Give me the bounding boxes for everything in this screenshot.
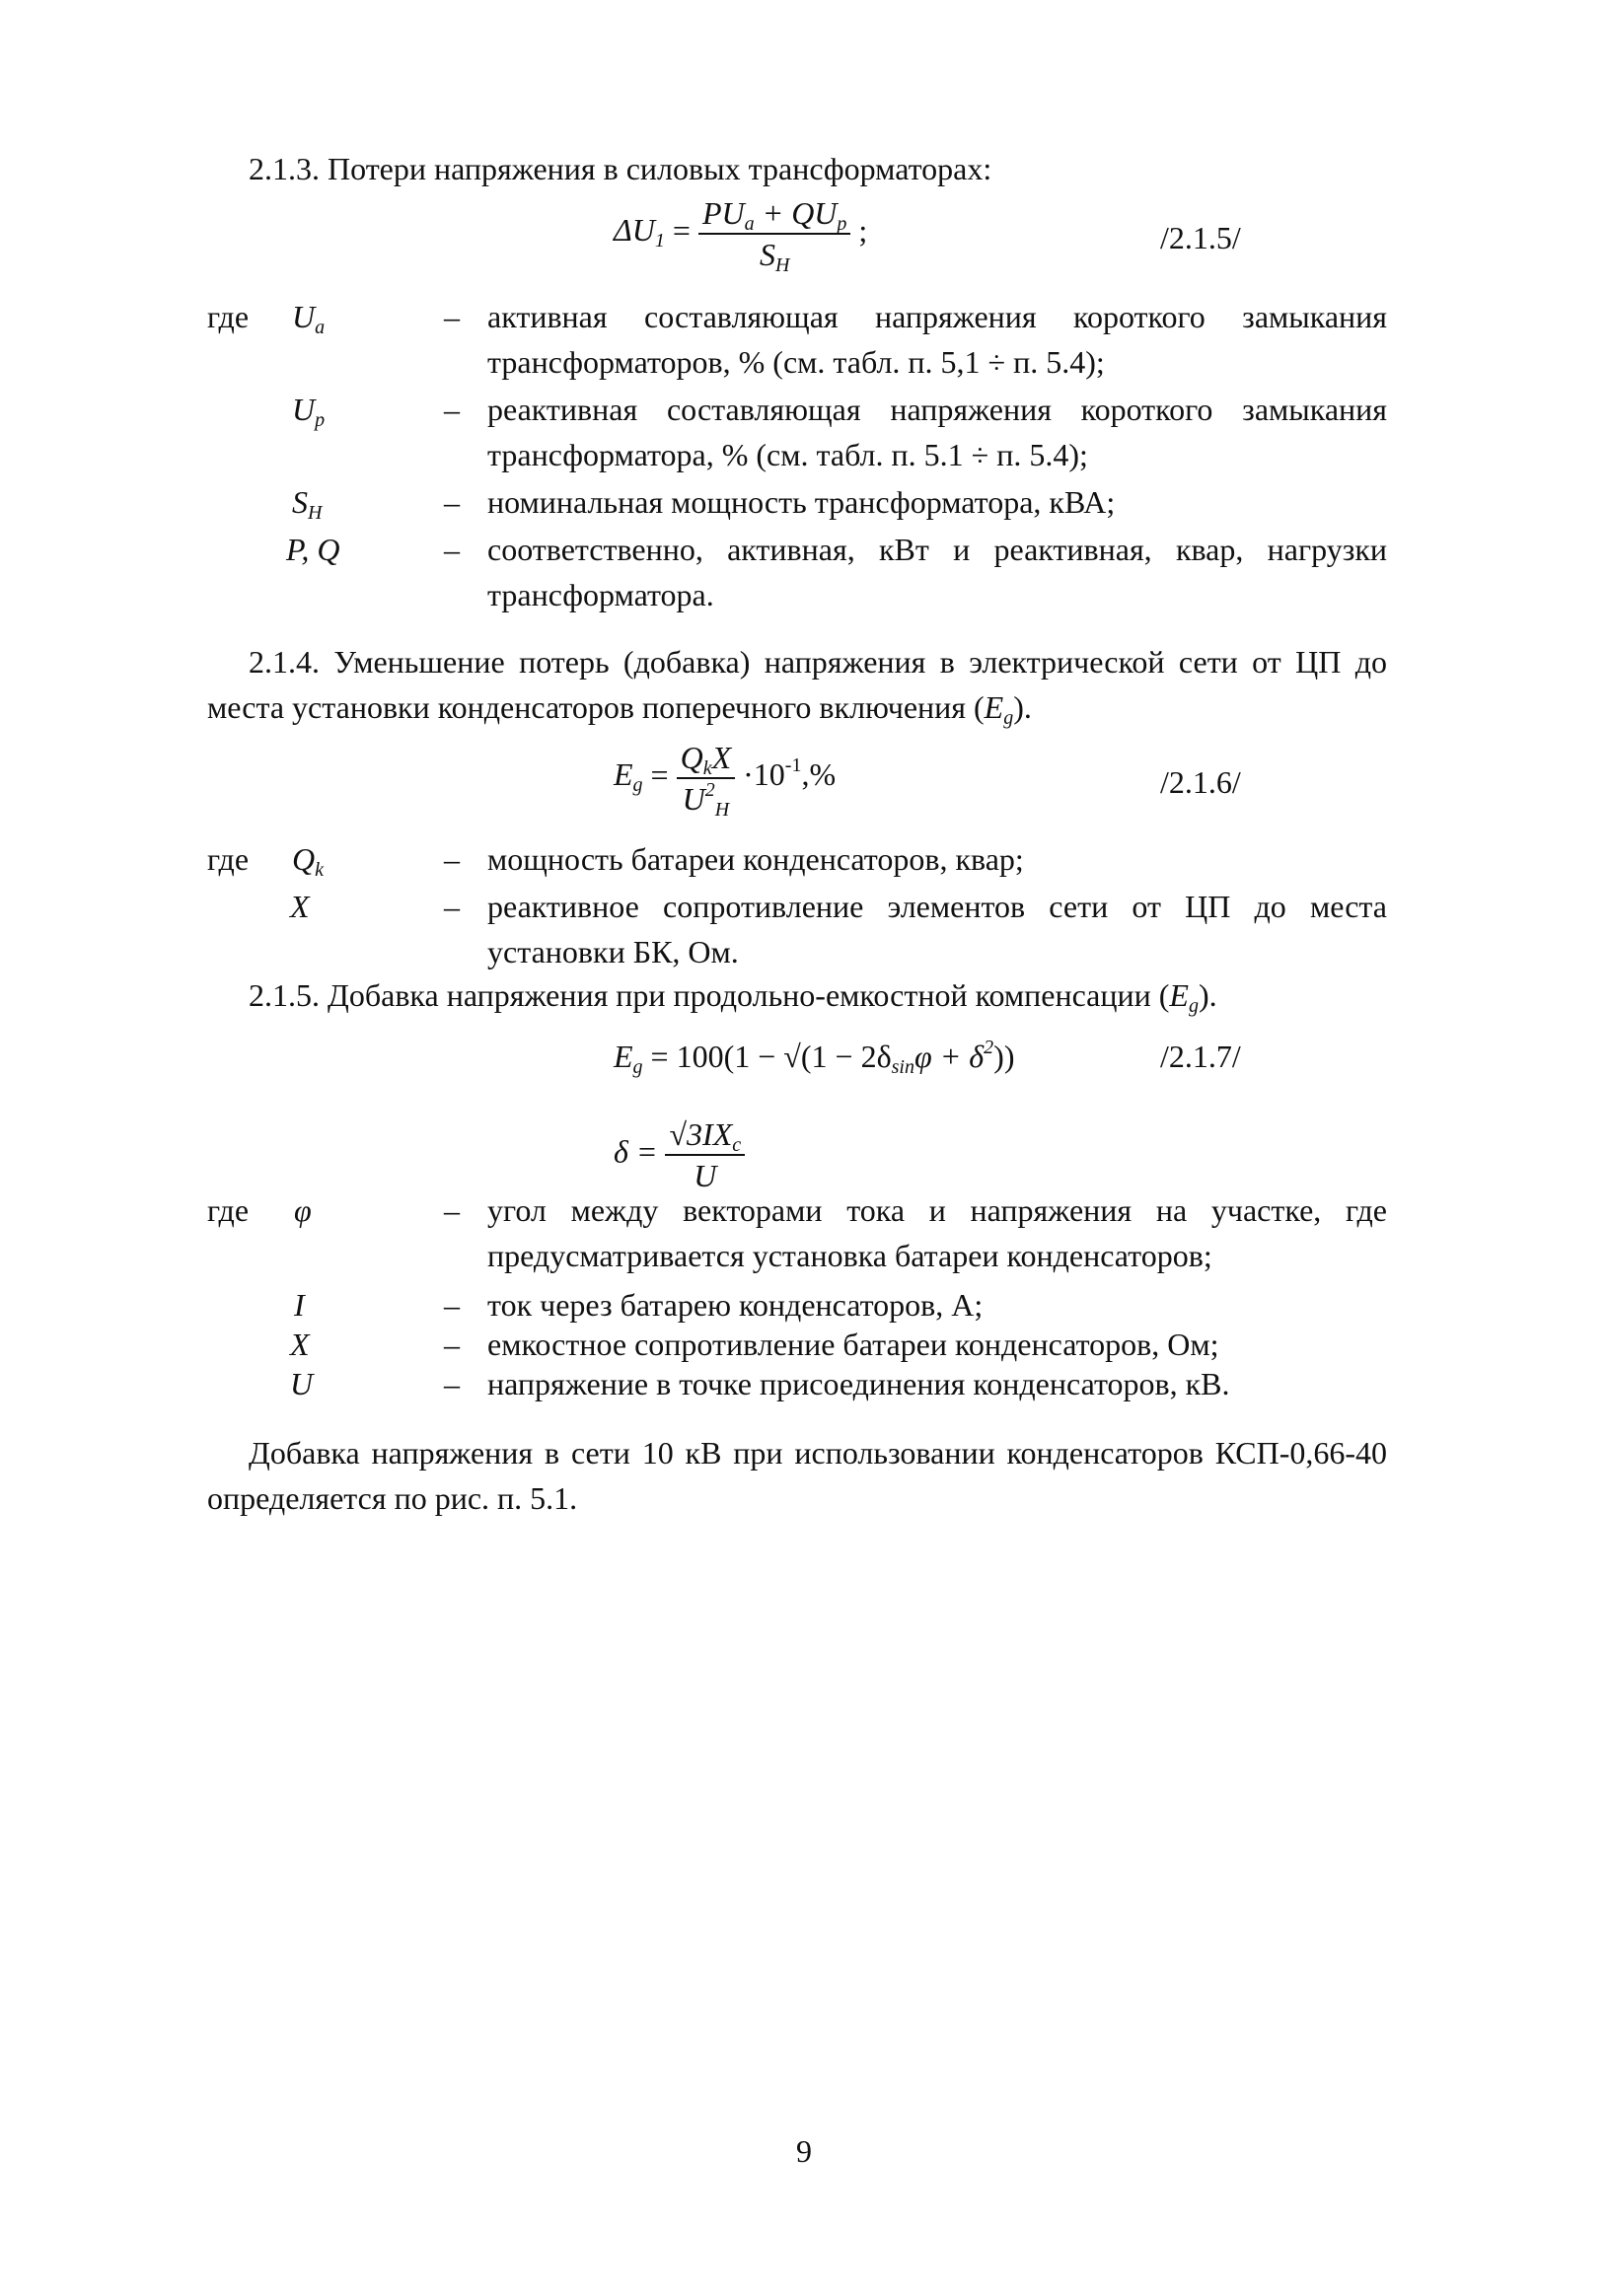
- def-text-x-capacitive: емкостное сопротивление батареи конденсаторов, Ом;: [487, 1327, 1219, 1362]
- def-dash: –: [444, 484, 460, 520]
- def-symbol-phi: φ: [294, 1192, 312, 1228]
- def-text-sh: номинальная мощность трансформатора, кВА;: [487, 484, 1116, 520]
- def-text-i: ток через батарею конденсаторов, А;: [487, 1287, 984, 1323]
- page-number: 9: [796, 2133, 812, 2169]
- formula-ref-2-1-5: /2.1.5/: [1160, 220, 1241, 255]
- def-text-phi: угол между векторами тока и напряжения на участке, где предусматривается установка батареи конденсаторов;: [487, 1192, 1387, 1273]
- eg-symbol: $E_g$: [984, 689, 1014, 729]
- def-text-u: напряжение в точке присоединения конденсаторов, кВ.: [487, 1366, 1230, 1401]
- def-symbol-sh: $S_H$: [292, 484, 323, 524]
- fraction: $\frac{√3IX_c}{U}$: [665, 1114, 745, 1195]
- def-dash: –: [444, 299, 460, 334]
- def-dash: –: [444, 532, 460, 567]
- def-dash: –: [444, 841, 460, 877]
- formula-2-1-5: $\Delta U_1$ = $\frac{PU_a + QU_p}{S_H}$ ;: [614, 195, 868, 276]
- def-symbol-i: I: [294, 1287, 305, 1323]
- fraction: $\frac{PU_a + QU_p}{S_H}$: [698, 193, 850, 274]
- def-symbol-x: X: [290, 1327, 310, 1362]
- def-text-up: реактивная составляющая напряжения короткого замыкания трансформатора, % (см. табл. п. 5.1 ÷ п. 5.4);: [487, 392, 1387, 472]
- formula-2-1-7: $E_g = 100(1 - √(1 - 2\delta_{sin}\varphi + \delta^2))$: [614, 1037, 1015, 1078]
- formula-2-1-6: $E_g$ = $\frac{Q_kX}{U^2_H}$ $\cdot 10^{-1},\%$: [614, 740, 837, 821]
- def-dash: –: [444, 1192, 460, 1228]
- heading-2-1-4: 2.1.4. Уменьшение потерь (добавка) напряжения в электрической сети от ЦП до места установки конденсаторов поперечного включения $(E_g)$.: [207, 644, 1387, 729]
- def-symbol-ua: $U_a$: [292, 299, 326, 338]
- def-dash: –: [444, 1287, 460, 1323]
- def-symbol-u: U: [290, 1366, 314, 1401]
- def-text-pq: соответственно, активная, кВт и реактивная, квар, нагрузки трансформатора.: [487, 532, 1387, 612]
- fraction: $\frac{Q_kX}{U^2_H}$: [677, 738, 736, 819]
- formula-ref-2-1-7: /2.1.7/: [1160, 1039, 1241, 1074]
- def-text-x: реактивное сопротивление элементов сети от ЦП до места установки БК, Ом.: [487, 889, 1387, 969]
- def-text-qk: мощность батареи конденсаторов, квар;: [487, 841, 1024, 877]
- where-label: где: [207, 1192, 250, 1228]
- closing-paragraph: Добавка напряжения в сети 10 кВ при использовании конденсаторов КСП-0,66-40 определяется по рис. п. 5.1.: [207, 1435, 1387, 1516]
- def-text-ua: активная составляющая напряжения короткого замыкания трансформаторов, % (см. табл. п. 5,1 ÷ п. 5.4);: [487, 299, 1387, 380]
- eg-symbol: $E_g$: [1169, 977, 1199, 1017]
- heading-2-1-5: 2.1.5. Добавка напряжения при продольно-емкостной компенсации $(E_g)$.: [249, 977, 1217, 1017]
- def-symbol-up: $U_p$: [292, 392, 326, 431]
- def-dash: –: [444, 1327, 460, 1362]
- def-dash: –: [444, 889, 460, 924]
- formula-lhs: $\Delta U_1$: [614, 212, 665, 252]
- def-symbol-pq: P, Q: [286, 532, 340, 567]
- def-dash: –: [444, 392, 460, 427]
- def-dash: –: [444, 1366, 460, 1401]
- where-label: где: [207, 841, 250, 877]
- def-symbol-x: X: [290, 889, 310, 924]
- heading-2-1-3: 2.1.3. Потери напряжения в силовых трансформаторах:: [249, 151, 992, 186]
- where-label: где: [207, 299, 250, 334]
- formula-ref-2-1-6: /2.1.6/: [1160, 764, 1241, 800]
- def-symbol-qk: $Q_k$: [292, 841, 324, 881]
- formula-delta: δ = $\frac{√3IX_c}{U}$: [614, 1114, 745, 1195]
